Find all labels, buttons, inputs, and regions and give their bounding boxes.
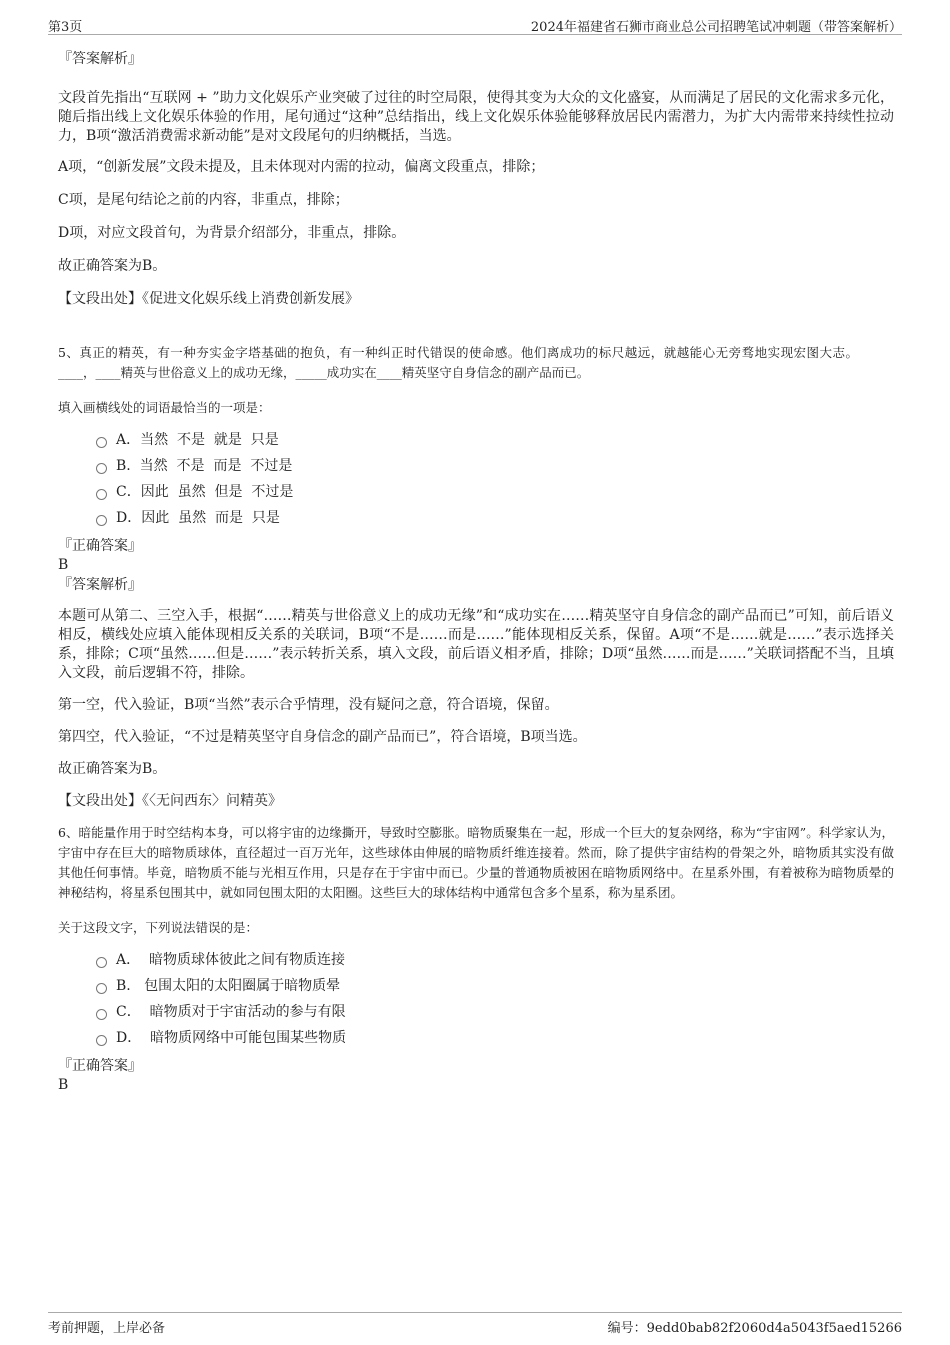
radio-button[interactable] xyxy=(96,983,107,994)
q6-options xyxy=(96,947,894,1051)
q6-prompt: 关于这段文字，下列说法错误的是： xyxy=(58,920,259,935)
radio-button[interactable] xyxy=(96,515,107,526)
q6-answer-label: 『正确答案』 xyxy=(58,1058,142,1074)
q5-source: 【文段出处】《〈无问西东〉问精英》 xyxy=(58,793,282,809)
document-id: 编号：9edd0bab82f2060d4a5043f5aed15266 xyxy=(607,1321,902,1336)
q5-answer: B xyxy=(58,557,69,573)
q4-analysis-para: 文段首先指出“互联网 + ”助力文化娱乐产业突破了过往的时空局限，使得其变为大众的文化盛宴，从而满足了居民的文化需求多元化，随后指出线上文化娱乐体验的作用，尾句通过“这种”总结指出，线上文化娱乐体验能够释放居民内需潜力，为扩大内需带来持续性拉动力，B项“激活消费需求新动能”是对文段尾句的归纳概括，当选。 xyxy=(58,90,894,144)
q4-answer-line: 故正确答案为B。 xyxy=(58,258,167,274)
q6-option-a[interactable]: A． 暗物质球体彼此之间有物质连接 xyxy=(96,947,894,973)
page-number: 第3页 xyxy=(48,20,83,35)
page-header xyxy=(48,14,902,35)
q5-option-b[interactable]: B. 当然 不是 而是 不过是 xyxy=(96,453,894,479)
q5-answer-label: 『正确答案』 xyxy=(58,538,142,554)
radio-button[interactable] xyxy=(96,437,107,448)
q5-stem: 5、真正的精英，有一种夯实金字塔基础的抱负，有一种纠正时代错误的使命感。他们离成功的标尺越远，就越能心无旁骛地实现宏图大志。____，____精英与世俗意义上的成功无缘，_____成功实在____精英坚守自身信念的副产品而已。 xyxy=(58,345,858,380)
page-footer xyxy=(48,1312,902,1335)
q5-prompt: 填入画横线处的词语最恰当的一项是： xyxy=(58,400,271,415)
q5-option-a[interactable]: A．当然 不是 就是 只是 xyxy=(96,427,894,453)
q5-answer-line: 故正确答案为B。 xyxy=(58,761,167,777)
q6-option-c[interactable]: C． 暗物质对于宇宙活动的参与有限 xyxy=(96,999,894,1025)
page-content xyxy=(58,50,894,1095)
document-title: 2024年福建省石狮市商业总公司招聘笔试冲刺题（带答案解析） xyxy=(530,20,902,35)
q5-options xyxy=(96,427,894,531)
radio-button[interactable] xyxy=(96,1035,107,1046)
q5-analysis-para: 本题可从第二、三空入手，根据“……精英与世俗意义上的成功无缘”和“成功实在……精英坚守自身信念的副产品而已”可知，前后语义相反，横线处应填入能体现相反关系的关联词，B项“不是……而是……”能体现相反关系，保留。A项“不是……就是……”表示选择关系，排除；C项“虽然……但是……”表示转折关系，填入文段，前后语义相矛盾，排除；D项“虽然……而是……”关联词搭配不当，且填入文段，前后逻辑不符，排除。 xyxy=(58,608,895,681)
footer-slogan: 考前押题，上岸必备 xyxy=(48,1321,166,1336)
q5-option-c[interactable]: C．因此 虽然 但是 不过是 xyxy=(96,479,894,505)
q4-source: 【文段出处】《促进文化娱乐线上消费创新发展》 xyxy=(58,291,359,307)
q4-analysis-para: C项，是尾句结论之前的内容，非重点，排除； xyxy=(58,192,349,208)
q5-analysis-para: 第四空，代入验证，“不过是精英坚守自身信念的副产品而已”，符合语境，B项当选。 xyxy=(58,729,587,745)
radio-button[interactable] xyxy=(96,1009,107,1020)
q4-analysis-label: 『答案解析』 xyxy=(58,51,142,67)
q5-analysis-label: 『答案解析』 xyxy=(58,577,142,593)
radio-button[interactable] xyxy=(96,463,107,474)
radio-button[interactable] xyxy=(96,489,107,500)
q5-analysis-para: 第一空，代入验证，B项“当然”表示合乎情理，没有疑问之意，符合语境，保留。 xyxy=(58,697,559,713)
q6-stem: 6、暗能量作用于时空结构本身，可以将宇宙的边缘撕开，导致时空膨胀。暗物质聚集在一起，形成一个巨大的复杂网络，称为“宇宙网”。科学家认为，宇宙中存在巨大的暗物质球体，直径超过一百万光年，这些球体由伸展的暗物质纤维连接着。然而，除了提供宇宙结构的骨架之外，暗物质其实没有做其他任何事情。毕竟，暗物质不能与光相互作用，只是存在于宇宙中而已。少量的普通物质被困在暗物质网络中。在星系外围，有着被称为暗物质晕的神秘结构，将星系包围其中，就如同包围太阳的太阳圈。这些巨大的球体结构中通常包含多个星系，称为星系团。 xyxy=(58,825,894,900)
q4-analysis-para: D项，对应文段首句，为背景介绍部分，非重点，排除。 xyxy=(58,225,406,241)
radio-button[interactable] xyxy=(96,957,107,968)
q6-option-b[interactable]: B. 包围太阳的太阳圈属于暗物质晕 xyxy=(96,973,894,999)
q6-option-d[interactable]: D． 暗物质网络中可能包围某些物质 xyxy=(96,1025,894,1051)
q5-option-d[interactable]: D．因此 虽然 而是 只是 xyxy=(96,505,894,531)
q6-answer: B xyxy=(58,1077,69,1093)
q4-analysis-para: A项，“创新发展”文段未提及，且未体现对内需的拉动，偏离文段重点，排除； xyxy=(58,159,545,175)
